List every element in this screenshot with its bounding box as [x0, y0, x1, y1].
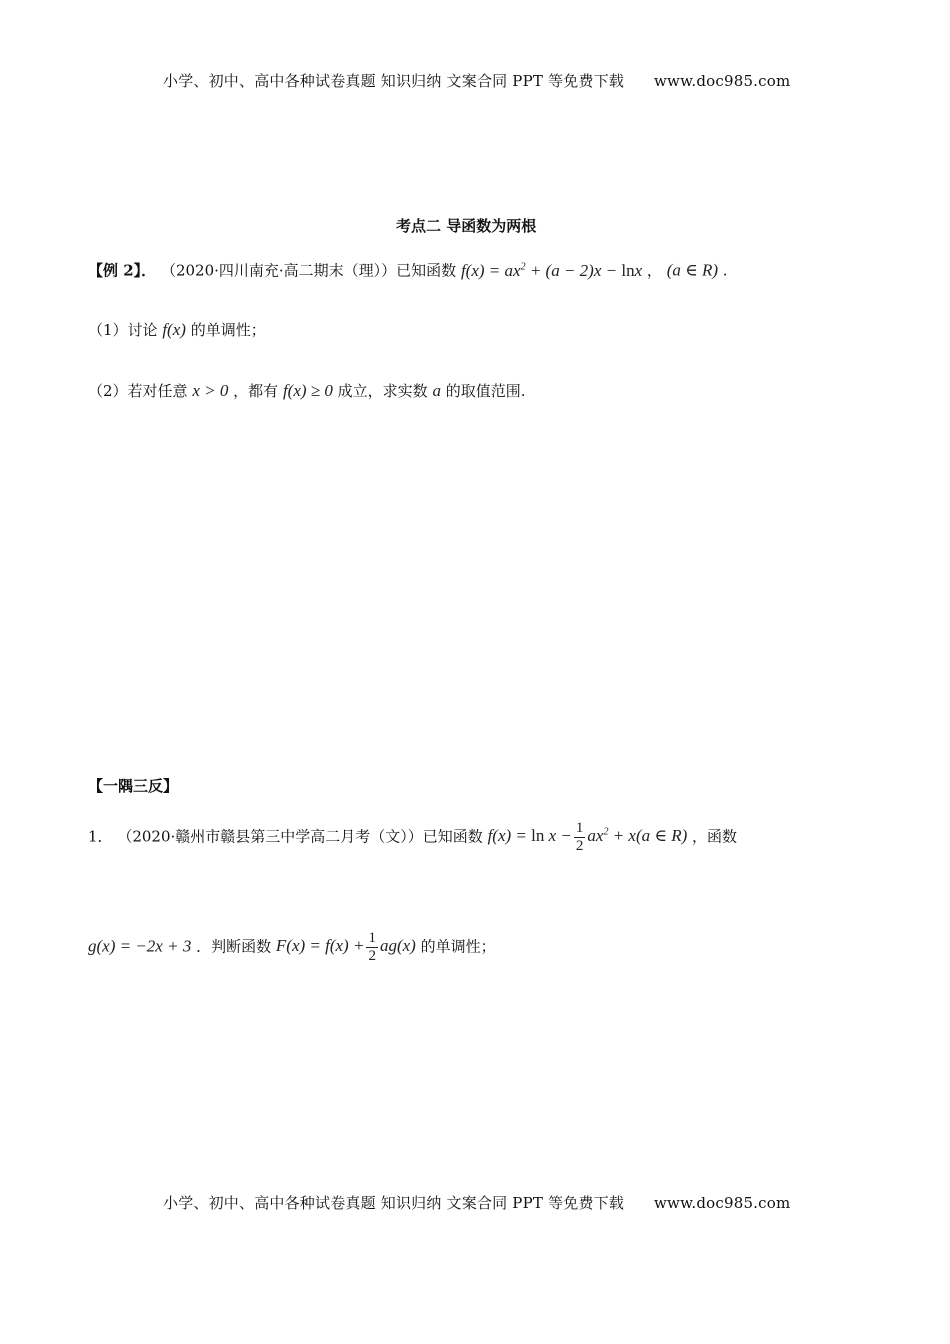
example-part-2 — [88, 381, 526, 401]
page-footer — [163, 1192, 790, 1213]
formula-F: F(x) = f(x) + $\frac{1}{2}$ ag(x) — [275, 930, 416, 964]
header-text: 小学、初中、高中各种试卷真题 知识归纳 文案合同 PPT 等免费下载 — [163, 72, 625, 90]
part2-mid2: 成立，求实数 — [337, 382, 428, 400]
part2-suffix: 的取值范围. — [445, 382, 526, 400]
example-2-line — [88, 257, 728, 281]
example-part-1 — [88, 320, 266, 340]
part1-prefix: （1）讨论 — [88, 321, 158, 339]
formula-f-ge-0: f(x) ≥ 0 — [282, 381, 333, 400]
item1-source: （2020·赣州市赣县第三中学高二月考（文））已知函数 — [117, 827, 483, 846]
example-source: （2020·四川南充·高二期末（理））已知函数 — [160, 261, 457, 280]
item1-mid2: ．判断函数 — [196, 937, 272, 956]
separator-comma: ， — [646, 261, 662, 280]
part2-prefix: （2）若对任意 — [88, 382, 188, 400]
formula-a: a — [432, 381, 441, 400]
fraction-one-half: $\frac{1}{2}$ — [575, 820, 584, 854]
formula-x-gt-0: x > 0 — [192, 381, 229, 400]
part2-mid: ，都有 — [233, 382, 279, 400]
header-url: www.doc985.com — [654, 72, 791, 90]
footer-text: 小学、初中、高中各种试卷真题 知识归纳 文案合同 PPT 等免费下载 — [163, 1194, 625, 1212]
example-label: 【例 2】． — [88, 261, 157, 280]
formula-g: g(x) = −2x + 3 — [88, 936, 192, 956]
item1-suffix: 的单调性； — [420, 937, 496, 956]
section-title: 考点二 导函数为两根 — [396, 217, 537, 235]
practice-label: 【一隅三反】 — [88, 777, 179, 795]
formula-a-in-r: (a ∈ R) — [666, 260, 719, 280]
footer-url: www.doc985.com — [654, 1194, 791, 1212]
formula-f-x: f(x) — [162, 320, 186, 339]
page-header — [163, 70, 790, 91]
fraction-one-half-2: $\frac{1}{2}$ — [368, 930, 376, 964]
formula-f-definition: $f(x) = ax^2 + (a - 2)x - \ln x$ — [460, 260, 643, 280]
practice-item-1-cont — [88, 930, 496, 965]
item1-mid: ，函数 — [692, 827, 738, 846]
practice-item-1 — [88, 820, 737, 855]
end-period: . — [722, 261, 728, 280]
item1-num: 1． — [88, 827, 113, 846]
formula-f-ln: f(x) = ln x − $\frac{1}{2}$ $ax^2 + x(a$ ∈ R) — [487, 820, 688, 854]
part1-suffix: 的单调性； — [190, 321, 266, 339]
